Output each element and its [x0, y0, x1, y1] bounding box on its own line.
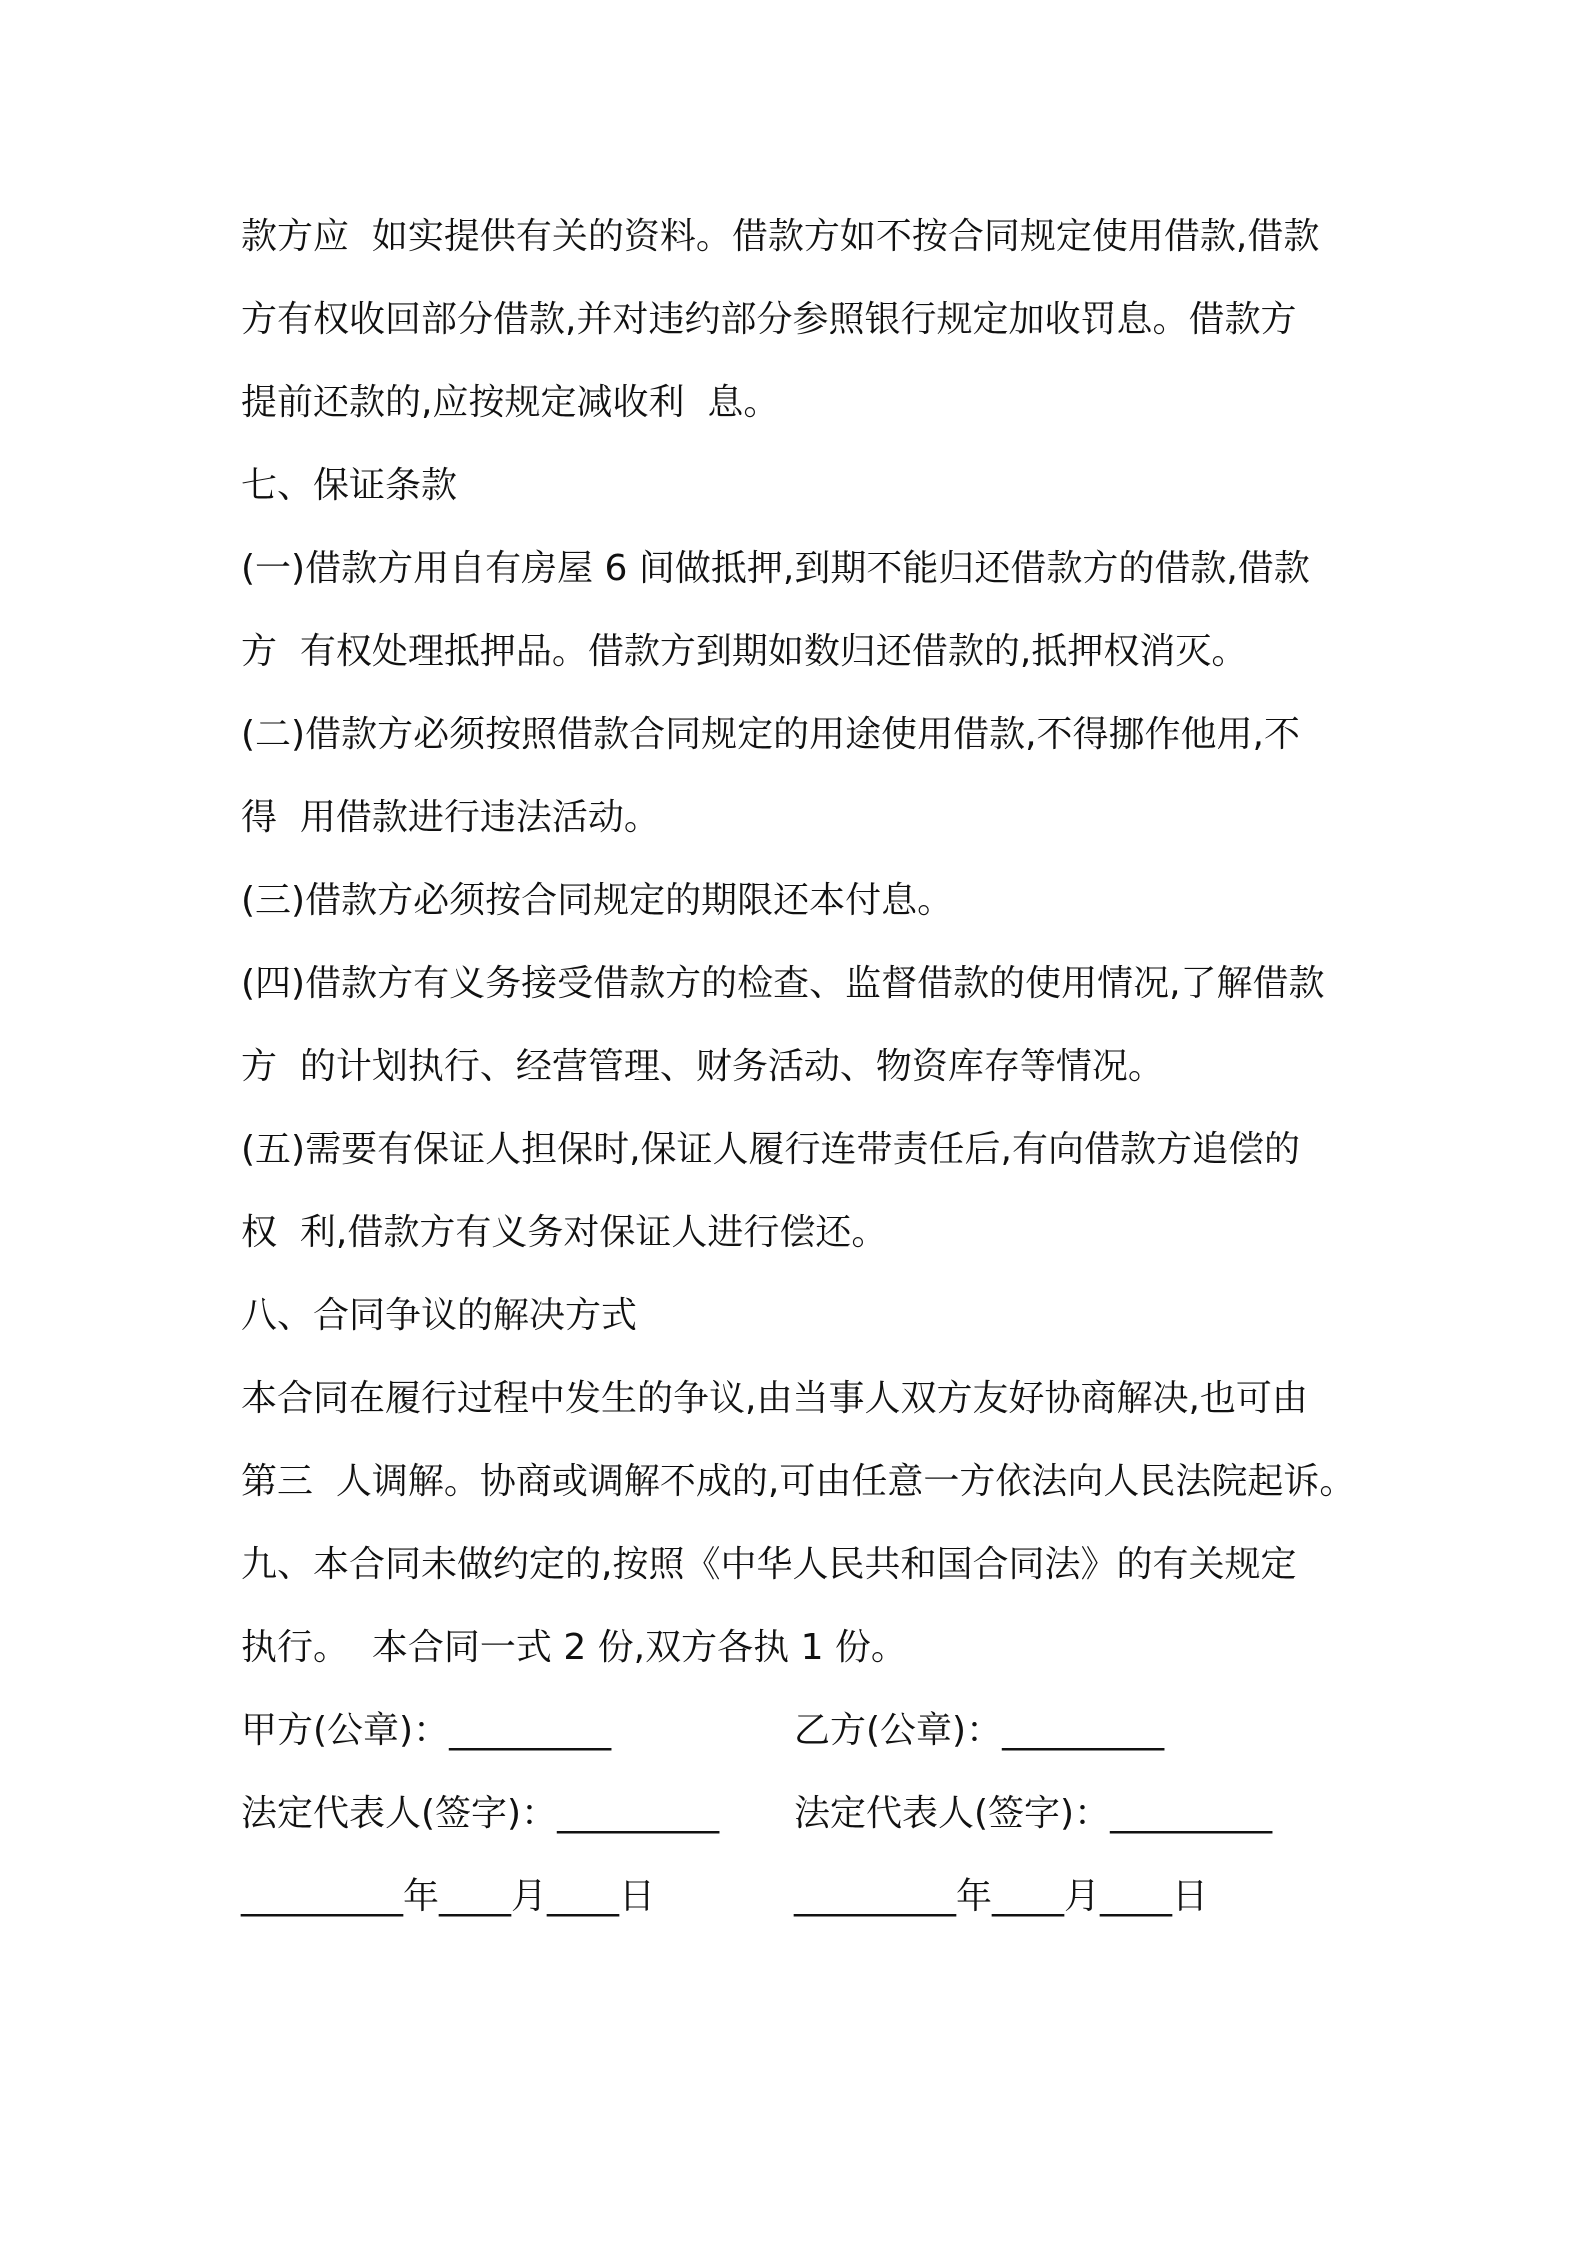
body-line: 款方应 如实提供有关的资料。借款方如不按合同规定使用借款,借款 — [241, 216, 1320, 257]
clause-line: (二)借款方必须按照借款合同规定的用途使用借款,不得挪作他用,不 — [241, 714, 1300, 755]
party-a-representative-field: 法定代表人(签字)：_________ — [241, 1793, 720, 1834]
clause-line: 方 有权处理抵押品。借款方到期如数归还借款的,抵押权消灭。 — [241, 631, 1248, 672]
party-a-seal-field: 甲方(公章)：_________ — [241, 1710, 612, 1751]
signature-rep-row — [241, 1772, 1361, 1855]
section-heading-dispute: 八、合同争议的解决方式 — [241, 1295, 638, 1336]
body-line: 本合同在履行过程中发生的争议,由当事人双方友好协商解决,也可由 — [241, 1378, 1308, 1419]
body-line: 第三 人调解。协商或调解不成的,可由任意一方依法向人民法院起诉。 — [241, 1461, 1356, 1502]
clause-line: 方 的计划执行、经营管理、财务活动、物资库存等情况。 — [241, 1046, 1164, 1087]
contract-body — [241, 195, 1361, 1938]
body-line: 执行。 本合同一式 2 份,双方各执 1 份。 — [241, 1627, 907, 1668]
body-line: 提前还款的,应按规定减收利 息。 — [241, 382, 780, 423]
clause-line: (一)借款方用自有房屋 6 间做抵押,到期不能归还借款方的借款,借款 — [241, 548, 1310, 589]
section-heading-guarantee: 七、保证条款 — [241, 465, 458, 506]
party-b-date-field: _________年____月____日 — [794, 1876, 1208, 1917]
clause-line: (三)借款方必须按合同规定的期限还本付息。 — [241, 880, 954, 921]
clause-line: (四)借款方有义务接受借款方的检查、监督借款的使用情况,了解借款 — [241, 963, 1325, 1004]
body-line: 方有权收回部分借款,并对违约部分参照银行规定加收罚息。借款方 — [241, 299, 1297, 340]
clause-line: (五)需要有保证人担保时,保证人履行连带责任后,有向借款方追偿的 — [241, 1129, 1300, 1170]
party-b-seal-field: 乙方(公章)：_________ — [794, 1710, 1165, 1751]
signature-date-row — [241, 1855, 1361, 1938]
party-b-representative-field: 法定代表人(签字)：_________ — [794, 1793, 1273, 1834]
signature-seal-row — [241, 1689, 1361, 1772]
section-heading-other: 九、本合同未做约定的,按照《中华人民共和国合同法》的有关规定 — [241, 1544, 1297, 1585]
clause-line: 权 利,借款方有义务对保证人进行偿还。 — [241, 1212, 888, 1253]
party-a-date-field: _________年____月____日 — [241, 1876, 655, 1917]
clause-line: 得 用借款进行违法活动。 — [241, 797, 660, 838]
